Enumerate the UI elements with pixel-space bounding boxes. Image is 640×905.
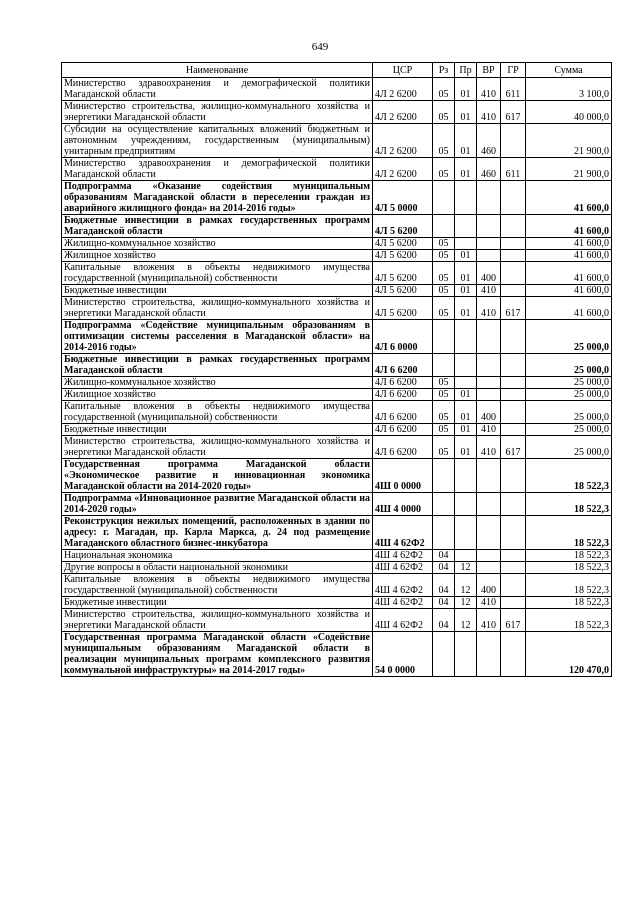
budget-table — [61, 62, 612, 677]
cell-csr: 4Л 6 6200 — [373, 377, 433, 389]
cell-vr: 410 — [477, 297, 501, 320]
cell-rz — [433, 493, 455, 516]
table-row — [62, 609, 612, 632]
cell-sum: 25 000,0 — [526, 424, 612, 436]
cell-pr: 01 — [455, 297, 477, 320]
cell-sum: 40 000,0 — [526, 101, 612, 124]
table-header-row — [62, 63, 612, 78]
cell-rz: 05 — [433, 401, 455, 424]
cell-vr: 410 — [477, 101, 501, 124]
table-row — [62, 297, 612, 320]
cell-pr — [455, 377, 477, 389]
header-gr: ГР — [501, 63, 526, 78]
cell-pr — [455, 632, 477, 677]
cell-rz — [433, 354, 455, 377]
cell-sum: 25 000,0 — [526, 389, 612, 401]
cell-pr: 01 — [455, 78, 477, 101]
cell-name: Министерство здравоохранения и демографической политики Магаданской области — [62, 158, 373, 181]
cell-gr — [501, 562, 526, 574]
cell-name: Капитальные вложения в объекты недвижимого имущества государственной (муниципальной) собственности — [62, 262, 373, 285]
cell-vr: 410 — [477, 78, 501, 101]
cell-csr: 4Л 6 6200 — [373, 354, 433, 377]
table-row — [62, 562, 612, 574]
cell-vr — [477, 250, 501, 262]
cell-name: Министерство строительства, жилищно-коммунального хозяйства и энергетики Магаданской области — [62, 297, 373, 320]
cell-gr — [501, 401, 526, 424]
cell-gr: 611 — [501, 158, 526, 181]
cell-pr: 01 — [455, 101, 477, 124]
cell-csr: 4Л 5 0000 — [373, 181, 433, 215]
table-row — [62, 158, 612, 181]
cell-rz — [433, 632, 455, 677]
cell-name: Капитальные вложения в объекты недвижимого имущества государственной (муниципальной) собственности — [62, 401, 373, 424]
cell-csr: 4Л 6 6200 — [373, 401, 433, 424]
cell-vr: 460 — [477, 124, 501, 158]
cell-sum: 120 470,0 — [526, 632, 612, 677]
cell-pr: 01 — [455, 250, 477, 262]
cell-csr: 4Л 6 6200 — [373, 424, 433, 436]
cell-sum: 18 522,3 — [526, 459, 612, 493]
cell-name: Реконструкция нежилых помещений, расположенных в здании по адресу: г. Магадан, пр. Карла Маркса, д. 24 под размещение Магаданского областного бизнес-инкубатора — [62, 516, 373, 550]
cell-vr: 410 — [477, 285, 501, 297]
table-row — [62, 354, 612, 377]
cell-gr — [501, 320, 526, 354]
cell-csr: 4Л 5 6200 — [373, 215, 433, 238]
cell-rz: 04 — [433, 609, 455, 632]
cell-sum: 3 100,0 — [526, 78, 612, 101]
cell-sum: 18 522,3 — [526, 574, 612, 597]
cell-rz: 05 — [433, 124, 455, 158]
header-name: Наименование — [62, 63, 373, 78]
cell-vr — [477, 320, 501, 354]
header-sum: Сумма — [526, 63, 612, 78]
cell-gr — [501, 124, 526, 158]
cell-pr — [455, 354, 477, 377]
table-row — [62, 377, 612, 389]
cell-rz: 04 — [433, 562, 455, 574]
cell-vr: 400 — [477, 401, 501, 424]
cell-name: Бюджетные инвестиции — [62, 285, 373, 297]
cell-csr: 4Л 5 6200 — [373, 297, 433, 320]
cell-vr: 460 — [477, 158, 501, 181]
cell-rz: 05 — [433, 250, 455, 262]
cell-pr: 01 — [455, 285, 477, 297]
cell-csr: 4Ш 4 62Ф2 — [373, 609, 433, 632]
cell-gr — [501, 632, 526, 677]
cell-pr: 01 — [455, 389, 477, 401]
cell-gr — [501, 516, 526, 550]
cell-name: Подпрограмма «Инновационное развитие Магаданской области на 2014-2020 годы» — [62, 493, 373, 516]
cell-gr — [501, 424, 526, 436]
cell-name: Государственная программа Магаданской области «Экономическое развитие и инновационная экономика Магаданской области на 2014-2020 годы» — [62, 459, 373, 493]
table-row — [62, 550, 612, 562]
cell-rz — [433, 459, 455, 493]
table-row — [62, 124, 612, 158]
cell-sum: 41 600,0 — [526, 250, 612, 262]
cell-name: Жилищно-коммунальное хозяйство — [62, 238, 373, 250]
cell-csr: 4Ш 0 0000 — [373, 459, 433, 493]
cell-name: Бюджетные инвестиции — [62, 424, 373, 436]
table-row — [62, 320, 612, 354]
cell-csr: 4Ш 4 62Ф2 — [373, 562, 433, 574]
table-row — [62, 78, 612, 101]
table-row — [62, 574, 612, 597]
cell-rz: 05 — [433, 389, 455, 401]
cell-rz — [433, 320, 455, 354]
cell-vr — [477, 215, 501, 238]
cell-gr: 617 — [501, 436, 526, 459]
cell-sum: 25 000,0 — [526, 377, 612, 389]
cell-pr: 01 — [455, 262, 477, 285]
cell-gr — [501, 354, 526, 377]
cell-csr: 4Ш 4 62Ф2 — [373, 550, 433, 562]
cell-name: Министерство строительства, жилищно-коммунального хозяйства и энергетики Магаданской области — [62, 436, 373, 459]
cell-name: Бюджетные инвестиции в рамках государственных программ Магаданской области — [62, 215, 373, 238]
cell-pr: 12 — [455, 562, 477, 574]
table-row — [62, 493, 612, 516]
cell-name: Национальная экономика — [62, 550, 373, 562]
cell-sum: 21 900,0 — [526, 124, 612, 158]
cell-gr — [501, 250, 526, 262]
cell-pr — [455, 215, 477, 238]
table-row — [62, 215, 612, 238]
table-row — [62, 262, 612, 285]
cell-gr — [501, 377, 526, 389]
cell-csr: 54 0 0000 — [373, 632, 433, 677]
cell-sum: 41 600,0 — [526, 181, 612, 215]
cell-csr: 4Л 2 6200 — [373, 158, 433, 181]
table-row — [62, 424, 612, 436]
table-row — [62, 101, 612, 124]
cell-name: Жилищно-коммунальное хозяйство — [62, 377, 373, 389]
cell-gr — [501, 493, 526, 516]
cell-gr: 611 — [501, 78, 526, 101]
cell-rz: 05 — [433, 377, 455, 389]
cell-pr — [455, 320, 477, 354]
cell-sum: 25 000,0 — [526, 436, 612, 459]
cell-sum: 25 000,0 — [526, 354, 612, 377]
cell-sum: 41 600,0 — [526, 238, 612, 250]
cell-gr — [501, 181, 526, 215]
cell-gr — [501, 459, 526, 493]
table-row — [62, 389, 612, 401]
cell-name: Капитальные вложения в объекты недвижимого имущества государственной (муниципальной) собственности — [62, 574, 373, 597]
cell-sum: 41 600,0 — [526, 262, 612, 285]
cell-sum: 41 600,0 — [526, 297, 612, 320]
cell-vr: 410 — [477, 609, 501, 632]
cell-pr — [455, 181, 477, 215]
cell-csr: 4Л 2 6200 — [373, 78, 433, 101]
cell-name: Министерство строительства, жилищно-коммунального хозяйства и энергетики Магаданской области — [62, 609, 373, 632]
cell-gr — [501, 285, 526, 297]
cell-csr: 4Л 5 6200 — [373, 250, 433, 262]
cell-pr — [455, 516, 477, 550]
cell-gr: 617 — [501, 609, 526, 632]
table-row — [62, 632, 612, 677]
cell-vr — [477, 493, 501, 516]
cell-vr: 410 — [477, 436, 501, 459]
cell-sum: 25 000,0 — [526, 401, 612, 424]
cell-rz: 05 — [433, 297, 455, 320]
cell-csr: 4Ш 4 62Ф2 — [373, 574, 433, 597]
cell-vr — [477, 459, 501, 493]
cell-name: Бюджетные инвестиции — [62, 597, 373, 609]
cell-csr: 4Л 5 6200 — [373, 238, 433, 250]
cell-sum: 18 522,3 — [526, 550, 612, 562]
cell-gr — [501, 550, 526, 562]
cell-vr — [477, 550, 501, 562]
cell-vr: 410 — [477, 597, 501, 609]
cell-vr — [477, 516, 501, 550]
cell-pr: 12 — [455, 597, 477, 609]
cell-csr: 4Ш 4 0000 — [373, 493, 433, 516]
cell-rz — [433, 181, 455, 215]
cell-sum: 21 900,0 — [526, 158, 612, 181]
cell-pr: 01 — [455, 424, 477, 436]
cell-csr: 4Л 6 6200 — [373, 389, 433, 401]
cell-name: Бюджетные инвестиции в рамках государственных программ Магаданской области — [62, 354, 373, 377]
cell-vr — [477, 181, 501, 215]
header-csr: ЦСР — [373, 63, 433, 78]
table-row — [62, 516, 612, 550]
table-row — [62, 238, 612, 250]
cell-csr: 4Л 2 6200 — [373, 101, 433, 124]
cell-sum: 18 522,3 — [526, 597, 612, 609]
cell-sum: 25 000,0 — [526, 320, 612, 354]
cell-vr — [477, 562, 501, 574]
cell-pr: 12 — [455, 574, 477, 597]
cell-vr: 400 — [477, 574, 501, 597]
table-row — [62, 597, 612, 609]
cell-vr — [477, 632, 501, 677]
cell-pr — [455, 238, 477, 250]
cell-vr: 400 — [477, 262, 501, 285]
cell-rz: 04 — [433, 597, 455, 609]
cell-name: Субсидии на осуществление капитальных вложений бюджетным и автономным учреждениям, государственным (муниципальным) унитарным предприятиям — [62, 124, 373, 158]
cell-pr: 01 — [455, 436, 477, 459]
cell-sum: 41 600,0 — [526, 215, 612, 238]
cell-sum: 18 522,3 — [526, 516, 612, 550]
cell-rz: 05 — [433, 285, 455, 297]
cell-sum: 41 600,0 — [526, 285, 612, 297]
cell-name: Министерство здравоохранения и демографической политики Магаданской области — [62, 78, 373, 101]
cell-gr — [501, 262, 526, 285]
table-row — [62, 285, 612, 297]
cell-rz: 05 — [433, 262, 455, 285]
cell-pr: 01 — [455, 401, 477, 424]
table-row — [62, 459, 612, 493]
cell-pr: 12 — [455, 609, 477, 632]
cell-gr — [501, 389, 526, 401]
cell-gr — [501, 215, 526, 238]
cell-rz: 05 — [433, 238, 455, 250]
cell-name: Подпрограмма «Содействие муниципальным образованиям в оптимизации системы расселения в Магаданской области» на 2014-2016 годы» — [62, 320, 373, 354]
cell-rz: 05 — [433, 158, 455, 181]
cell-rz: 05 — [433, 424, 455, 436]
table-row — [62, 181, 612, 215]
cell-pr: 01 — [455, 124, 477, 158]
cell-rz: 05 — [433, 78, 455, 101]
cell-csr: 4Л 5 6200 — [373, 285, 433, 297]
cell-rz — [433, 516, 455, 550]
table-body — [62, 78, 612, 677]
cell-rz: 05 — [433, 101, 455, 124]
cell-gr — [501, 238, 526, 250]
cell-vr: 410 — [477, 424, 501, 436]
cell-csr: 4Л 6 6200 — [373, 436, 433, 459]
cell-csr: 4Л 6 0000 — [373, 320, 433, 354]
page-number: 649 — [311, 41, 329, 53]
cell-pr — [455, 493, 477, 516]
header-pr: Пр — [455, 63, 477, 78]
cell-name: Подпрограмма «Оказание содействия муниципальным образованиям Магаданской области в переселении граждан из аварийного жилищного фонда» на 2014-2016 годы» — [62, 181, 373, 215]
header-rz: Рз — [433, 63, 455, 78]
cell-gr: 617 — [501, 101, 526, 124]
cell-csr: 4Л 5 6200 — [373, 262, 433, 285]
cell-rz: 04 — [433, 550, 455, 562]
cell-sum: 18 522,3 — [526, 493, 612, 516]
cell-name: Жилищное хозяйство — [62, 250, 373, 262]
cell-vr — [477, 389, 501, 401]
cell-csr: 4Ш 4 62Ф2 — [373, 597, 433, 609]
cell-gr — [501, 574, 526, 597]
header-vr: ВР — [477, 63, 501, 78]
cell-vr — [477, 354, 501, 377]
cell-csr: 4Ш 4 62Ф2 — [373, 516, 433, 550]
cell-vr — [477, 377, 501, 389]
cell-gr — [501, 597, 526, 609]
cell-sum: 18 522,3 — [526, 562, 612, 574]
cell-rz: 05 — [433, 436, 455, 459]
cell-vr — [477, 238, 501, 250]
table-row — [62, 401, 612, 424]
cell-pr — [455, 550, 477, 562]
cell-name: Государственная программа Магаданской области «Содействие муниципальным образованиям Магаданской области в реализации муниципальных программ комплексного развития коммунальной инфраструктуры» на 2014-2017 годы» — [62, 632, 373, 677]
cell-gr: 617 — [501, 297, 526, 320]
cell-rz — [433, 215, 455, 238]
cell-name: Министерство строительства, жилищно-коммунального хозяйства и энергетики Магаданской области — [62, 101, 373, 124]
cell-sum: 18 522,3 — [526, 609, 612, 632]
cell-pr — [455, 459, 477, 493]
table-row — [62, 250, 612, 262]
table-row — [62, 436, 612, 459]
cell-pr: 01 — [455, 158, 477, 181]
cell-name: Другие вопросы в области национальной экономики — [62, 562, 373, 574]
cell-rz: 04 — [433, 574, 455, 597]
cell-csr: 4Л 2 6200 — [373, 124, 433, 158]
cell-name: Жилищное хозяйство — [62, 389, 373, 401]
